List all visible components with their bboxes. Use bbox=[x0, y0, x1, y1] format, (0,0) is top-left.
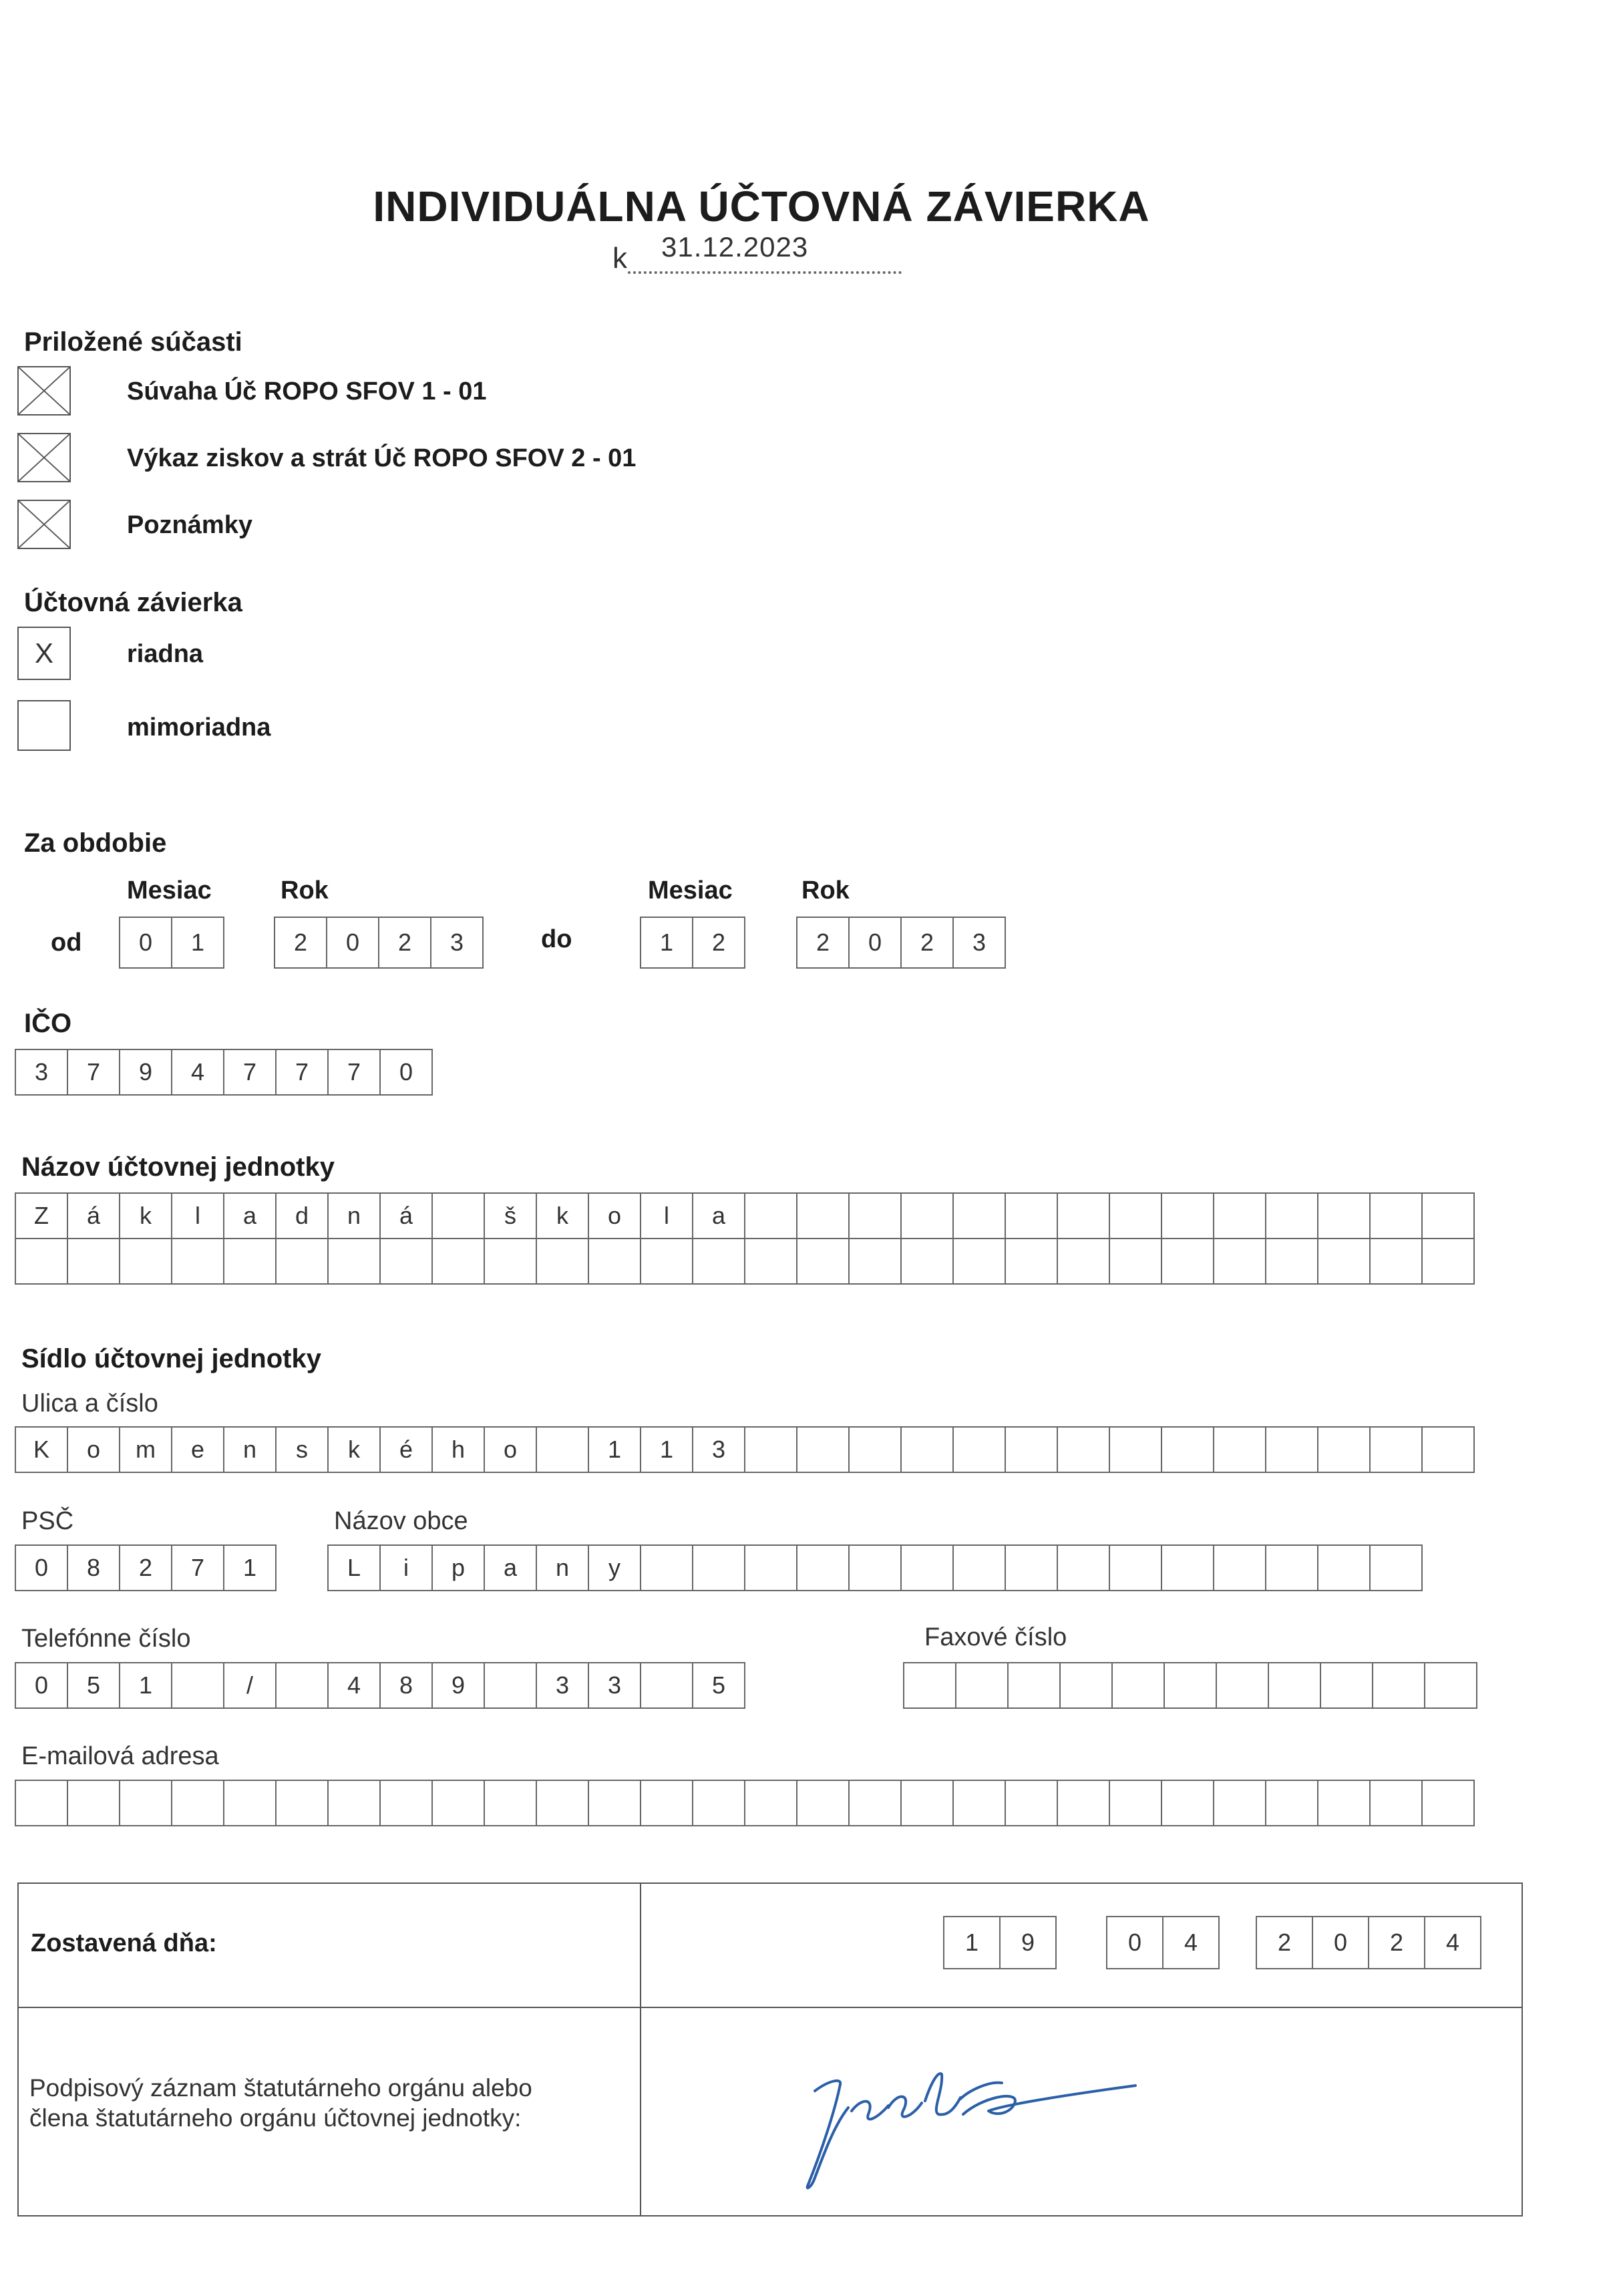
char-cell bbox=[381, 1780, 433, 1826]
char-cell bbox=[224, 1238, 277, 1285]
char-cell bbox=[1113, 1662, 1165, 1709]
cross-mark-icon bbox=[19, 501, 69, 548]
char-cell bbox=[1217, 1662, 1269, 1709]
char-cell bbox=[902, 1238, 954, 1285]
compiled-year-field[interactable] bbox=[1256, 1916, 1481, 1969]
char-cell bbox=[745, 1238, 797, 1285]
char-cell: d bbox=[277, 1192, 329, 1239]
char-cell: š bbox=[485, 1192, 537, 1239]
char-cell bbox=[850, 1544, 902, 1591]
char-cell: 7 bbox=[277, 1049, 329, 1096]
char-cell: 3 bbox=[589, 1662, 641, 1709]
attachment-label-1: Súvaha Úč ROPO SFOV 1 - 01 bbox=[127, 377, 487, 405]
char-cell: 1 bbox=[641, 1426, 693, 1473]
email-label: E-mailová adresa bbox=[21, 1742, 219, 1770]
char-cell bbox=[850, 1780, 902, 1826]
char-cell bbox=[1162, 1780, 1214, 1826]
cross-mark-icon bbox=[19, 367, 69, 414]
char-cell: 2 bbox=[379, 917, 431, 969]
char-cell bbox=[1162, 1238, 1214, 1285]
char-cell bbox=[641, 1238, 693, 1285]
char-cell bbox=[1423, 1780, 1475, 1826]
psc-label: PSČ bbox=[21, 1507, 74, 1535]
attachment-label-2: Výkaz ziskov a strát Úč ROPO SFOV 2 - 01 bbox=[127, 444, 637, 472]
char-cell bbox=[1214, 1544, 1266, 1591]
char-cell bbox=[120, 1238, 172, 1285]
char-cell: 0 bbox=[381, 1049, 433, 1096]
char-cell: 1 bbox=[120, 1662, 172, 1709]
cross-mark-icon bbox=[19, 434, 69, 481]
char-cell: n bbox=[329, 1192, 381, 1239]
char-cell: 2 bbox=[902, 917, 954, 969]
to-year-label: Rok bbox=[801, 876, 850, 905]
char-cell bbox=[1266, 1426, 1318, 1473]
char-cell bbox=[172, 1780, 224, 1826]
char-cell bbox=[954, 1544, 1006, 1591]
char-cell bbox=[329, 1238, 381, 1285]
char-cell: 9 bbox=[433, 1662, 485, 1709]
char-cell bbox=[1423, 1238, 1475, 1285]
char-cell: a bbox=[485, 1544, 537, 1591]
char-cell: 2 bbox=[120, 1544, 172, 1591]
signature-label-line-1: Podpisový záznam štatutárneho orgánu alebo bbox=[29, 2074, 532, 2102]
char-cell: 4 bbox=[329, 1662, 381, 1709]
city-label: Názov obce bbox=[334, 1507, 468, 1535]
char-cell bbox=[589, 1238, 641, 1285]
char-cell bbox=[641, 1544, 693, 1591]
char-cell bbox=[485, 1662, 537, 1709]
char-cell bbox=[693, 1544, 745, 1591]
char-cell bbox=[641, 1662, 693, 1709]
char-cell: m bbox=[120, 1426, 172, 1473]
regular-label: riadna bbox=[127, 640, 204, 668]
char-cell bbox=[1423, 1426, 1475, 1473]
char-cell bbox=[172, 1662, 224, 1709]
phone-label: Telefónne číslo bbox=[21, 1625, 191, 1653]
char-cell bbox=[745, 1192, 797, 1239]
char-cell bbox=[16, 1780, 68, 1826]
to-month-label: Mesiac bbox=[648, 876, 733, 905]
attachment-checkbox-1[interactable] bbox=[17, 366, 71, 416]
char-cell: l bbox=[172, 1192, 224, 1239]
char-cell bbox=[1110, 1544, 1162, 1591]
char-cell: 2 bbox=[275, 917, 327, 969]
char-cell bbox=[433, 1192, 485, 1239]
char-cell bbox=[1318, 1192, 1371, 1239]
char-cell bbox=[797, 1544, 850, 1591]
char-cell: 0 bbox=[327, 917, 379, 969]
char-cell bbox=[902, 1544, 954, 1591]
char-cell: k bbox=[329, 1426, 381, 1473]
extraordinary-label: mimoriadna bbox=[127, 713, 271, 742]
char-cell bbox=[745, 1544, 797, 1591]
char-cell bbox=[1318, 1426, 1371, 1473]
char-cell bbox=[68, 1238, 120, 1285]
char-cell bbox=[797, 1238, 850, 1285]
char-cell bbox=[433, 1238, 485, 1285]
char-cell bbox=[172, 1238, 224, 1285]
char-cell bbox=[850, 1426, 902, 1473]
char-cell: s bbox=[277, 1426, 329, 1473]
char-cell bbox=[797, 1192, 850, 1239]
char-cell: 3 bbox=[954, 917, 1006, 969]
char-cell bbox=[1058, 1192, 1110, 1239]
char-cell bbox=[381, 1238, 433, 1285]
attachments-heading: Priložené súčasti bbox=[24, 327, 242, 357]
entity-name-label: Názov účtovnej jednotky bbox=[21, 1152, 335, 1182]
char-cell bbox=[1110, 1426, 1162, 1473]
psc-field[interactable] bbox=[15, 1544, 277, 1591]
char-cell bbox=[641, 1780, 693, 1826]
char-cell: 3 bbox=[537, 1662, 589, 1709]
extraordinary-checkbox[interactable] bbox=[17, 700, 71, 751]
char-cell: / bbox=[224, 1662, 277, 1709]
char-cell: k bbox=[120, 1192, 172, 1239]
attachment-checkbox-3[interactable] bbox=[17, 500, 71, 549]
char-cell: á bbox=[68, 1192, 120, 1239]
char-cell bbox=[902, 1192, 954, 1239]
char-cell: 3 bbox=[693, 1426, 745, 1473]
char-cell bbox=[1006, 1780, 1058, 1826]
char-cell bbox=[850, 1192, 902, 1239]
char-cell bbox=[68, 1780, 120, 1826]
compiled-month-field[interactable] bbox=[1106, 1916, 1220, 1969]
char-cell bbox=[16, 1238, 68, 1285]
char-cell bbox=[1110, 1780, 1162, 1826]
char-cell: p bbox=[433, 1544, 485, 1591]
char-cell bbox=[956, 1662, 1009, 1709]
char-cell bbox=[1214, 1192, 1266, 1239]
to-label: do bbox=[541, 925, 572, 953]
char-cell: 1 bbox=[172, 917, 224, 969]
char-cell: 9 bbox=[120, 1049, 172, 1096]
char-cell bbox=[1162, 1426, 1214, 1473]
char-cell: n bbox=[224, 1426, 277, 1473]
char-cell bbox=[1006, 1544, 1058, 1591]
from-label: od bbox=[51, 929, 82, 957]
char-cell bbox=[537, 1426, 589, 1473]
char-cell: é bbox=[381, 1426, 433, 1473]
char-cell: 2 bbox=[1369, 1916, 1425, 1969]
compiled-day-field[interactable] bbox=[943, 1916, 1057, 1969]
char-cell: o bbox=[589, 1192, 641, 1239]
street-label: Ulica a číslo bbox=[21, 1389, 158, 1418]
attachment-label-3: Poznámky bbox=[127, 511, 252, 539]
char-cell: 0 bbox=[16, 1544, 68, 1591]
char-cell bbox=[329, 1780, 381, 1826]
char-cell: 2 bbox=[1257, 1916, 1313, 1969]
ico-label: IČO bbox=[24, 1009, 72, 1038]
char-cell bbox=[1266, 1544, 1318, 1591]
char-cell: 8 bbox=[381, 1662, 433, 1709]
char-cell bbox=[1318, 1780, 1371, 1826]
char-cell bbox=[537, 1238, 589, 1285]
char-cell bbox=[1318, 1544, 1371, 1591]
char-cell: 0 bbox=[16, 1662, 68, 1709]
char-cell bbox=[954, 1192, 1006, 1239]
char-cell: Z bbox=[16, 1192, 68, 1239]
char-cell bbox=[1006, 1192, 1058, 1239]
char-cell: a bbox=[224, 1192, 277, 1239]
table-divider-horizontal bbox=[19, 2007, 1522, 2008]
to-month-field[interactable] bbox=[640, 917, 745, 969]
char-cell: 7 bbox=[224, 1049, 277, 1096]
char-cell: 2 bbox=[693, 917, 745, 969]
char-cell bbox=[1110, 1238, 1162, 1285]
char-cell: k bbox=[537, 1192, 589, 1239]
char-cell bbox=[954, 1426, 1006, 1473]
char-cell bbox=[1110, 1192, 1162, 1239]
char-cell bbox=[277, 1238, 329, 1285]
char-cell bbox=[1371, 1192, 1423, 1239]
char-cell: 9 bbox=[1001, 1916, 1057, 1969]
entity-name-row-2[interactable] bbox=[15, 1238, 1475, 1285]
char-cell bbox=[1058, 1426, 1110, 1473]
char-cell bbox=[954, 1238, 1006, 1285]
phone-field[interactable] bbox=[15, 1662, 745, 1709]
char-cell: á bbox=[381, 1192, 433, 1239]
from-month-label: Mesiac bbox=[127, 876, 212, 905]
handwritten-signature bbox=[788, 2044, 1162, 2204]
document-title: INDIVIDUÁLNA ÚČTOVNÁ ZÁVIERKA bbox=[373, 182, 1150, 230]
compiled-label: Zostavená dňa: bbox=[31, 1929, 217, 1957]
char-cell bbox=[224, 1780, 277, 1826]
char-cell bbox=[1371, 1426, 1423, 1473]
char-cell: L bbox=[329, 1544, 381, 1591]
char-cell: 0 bbox=[850, 917, 902, 969]
char-cell: K bbox=[16, 1426, 68, 1473]
char-cell bbox=[1162, 1192, 1214, 1239]
char-cell bbox=[1214, 1426, 1266, 1473]
entity-name-row-1[interactable] bbox=[15, 1192, 1475, 1239]
char-cell bbox=[693, 1780, 745, 1826]
char-cell: 3 bbox=[16, 1049, 68, 1096]
char-cell: 2 bbox=[797, 917, 850, 969]
char-cell: 5 bbox=[68, 1662, 120, 1709]
char-cell bbox=[745, 1426, 797, 1473]
char-cell: o bbox=[68, 1426, 120, 1473]
char-cell: h bbox=[433, 1426, 485, 1473]
char-cell bbox=[850, 1238, 902, 1285]
char-cell: 7 bbox=[68, 1049, 120, 1096]
char-cell: 0 bbox=[1107, 1916, 1164, 1969]
period-heading: Za obdobie bbox=[24, 828, 167, 858]
signature-label-line-2: člena štatutárneho orgánu účtovnej jednotky: bbox=[29, 2104, 522, 2132]
char-cell bbox=[589, 1780, 641, 1826]
char-cell bbox=[1009, 1662, 1061, 1709]
email-field[interactable] bbox=[15, 1780, 1475, 1826]
char-cell bbox=[1371, 1544, 1423, 1591]
char-cell bbox=[1266, 1192, 1318, 1239]
char-cell: 5 bbox=[693, 1662, 745, 1709]
char-cell bbox=[904, 1662, 956, 1709]
char-cell bbox=[1058, 1544, 1110, 1591]
char-cell bbox=[1371, 1238, 1423, 1285]
char-cell bbox=[954, 1780, 1006, 1826]
char-cell bbox=[693, 1238, 745, 1285]
from-month-field[interactable] bbox=[119, 917, 224, 969]
char-cell: e bbox=[172, 1426, 224, 1473]
to-year-field[interactable] bbox=[796, 917, 1006, 969]
char-cell bbox=[797, 1780, 850, 1826]
char-cell bbox=[1058, 1780, 1110, 1826]
ico-field[interactable] bbox=[15, 1049, 433, 1096]
char-cell bbox=[485, 1780, 537, 1826]
char-cell: a bbox=[693, 1192, 745, 1239]
char-cell bbox=[433, 1780, 485, 1826]
char-cell: 4 bbox=[1425, 1916, 1481, 1969]
char-cell bbox=[485, 1238, 537, 1285]
char-cell bbox=[1006, 1426, 1058, 1473]
char-cell: 8 bbox=[68, 1544, 120, 1591]
char-cell bbox=[1165, 1662, 1217, 1709]
char-cell bbox=[1425, 1662, 1477, 1709]
city-field[interactable] bbox=[327, 1544, 1423, 1591]
char-cell: 1 bbox=[641, 917, 693, 969]
char-cell: o bbox=[485, 1426, 537, 1473]
char-cell bbox=[1423, 1192, 1475, 1239]
char-cell: 7 bbox=[329, 1049, 381, 1096]
char-cell bbox=[277, 1780, 329, 1826]
date-prefix: k bbox=[612, 242, 627, 275]
char-cell bbox=[1318, 1238, 1371, 1285]
statement-type-heading: Účtovná závierka bbox=[24, 588, 242, 617]
char-cell bbox=[120, 1780, 172, 1826]
char-cell bbox=[902, 1426, 954, 1473]
char-cell bbox=[902, 1780, 954, 1826]
char-cell: 0 bbox=[1313, 1916, 1369, 1969]
char-cell: y bbox=[589, 1544, 641, 1591]
fax-label: Faxové číslo bbox=[924, 1623, 1067, 1651]
char-cell bbox=[1006, 1238, 1058, 1285]
char-cell bbox=[1321, 1662, 1373, 1709]
char-cell: 1 bbox=[944, 1916, 1001, 1969]
char-cell: 0 bbox=[120, 917, 172, 969]
char-cell bbox=[1269, 1662, 1321, 1709]
table-divider-vertical bbox=[640, 1884, 641, 2215]
char-cell bbox=[797, 1426, 850, 1473]
char-cell bbox=[1214, 1238, 1266, 1285]
fax-field[interactable] bbox=[903, 1662, 1477, 1709]
char-cell: 1 bbox=[224, 1544, 277, 1591]
char-cell: 4 bbox=[1164, 1916, 1220, 1969]
char-cell bbox=[1371, 1780, 1423, 1826]
regular-checkbox[interactable]: X bbox=[17, 627, 71, 680]
char-cell bbox=[1266, 1238, 1318, 1285]
char-cell bbox=[1214, 1780, 1266, 1826]
char-cell bbox=[1061, 1662, 1113, 1709]
char-cell: l bbox=[641, 1192, 693, 1239]
char-cell bbox=[745, 1780, 797, 1826]
char-cell: 3 bbox=[431, 917, 484, 969]
char-cell bbox=[1058, 1238, 1110, 1285]
char-cell: 7 bbox=[172, 1544, 224, 1591]
char-cell: n bbox=[537, 1544, 589, 1591]
char-cell: 1 bbox=[589, 1426, 641, 1473]
char-cell: 4 bbox=[172, 1049, 224, 1096]
char-cell bbox=[1266, 1780, 1318, 1826]
from-year-field[interactable] bbox=[274, 917, 484, 969]
from-year-label: Rok bbox=[281, 876, 329, 905]
char-cell bbox=[277, 1662, 329, 1709]
date-value: 31.12.2023 bbox=[661, 231, 809, 263]
char-cell bbox=[1373, 1662, 1425, 1709]
seat-heading: Sídlo účtovnej jednotky bbox=[21, 1344, 321, 1373]
char-cell: i bbox=[381, 1544, 433, 1591]
attachment-checkbox-2[interactable] bbox=[17, 433, 71, 482]
street-field[interactable] bbox=[15, 1426, 1475, 1473]
char-cell bbox=[1162, 1544, 1214, 1591]
char-cell bbox=[537, 1780, 589, 1826]
